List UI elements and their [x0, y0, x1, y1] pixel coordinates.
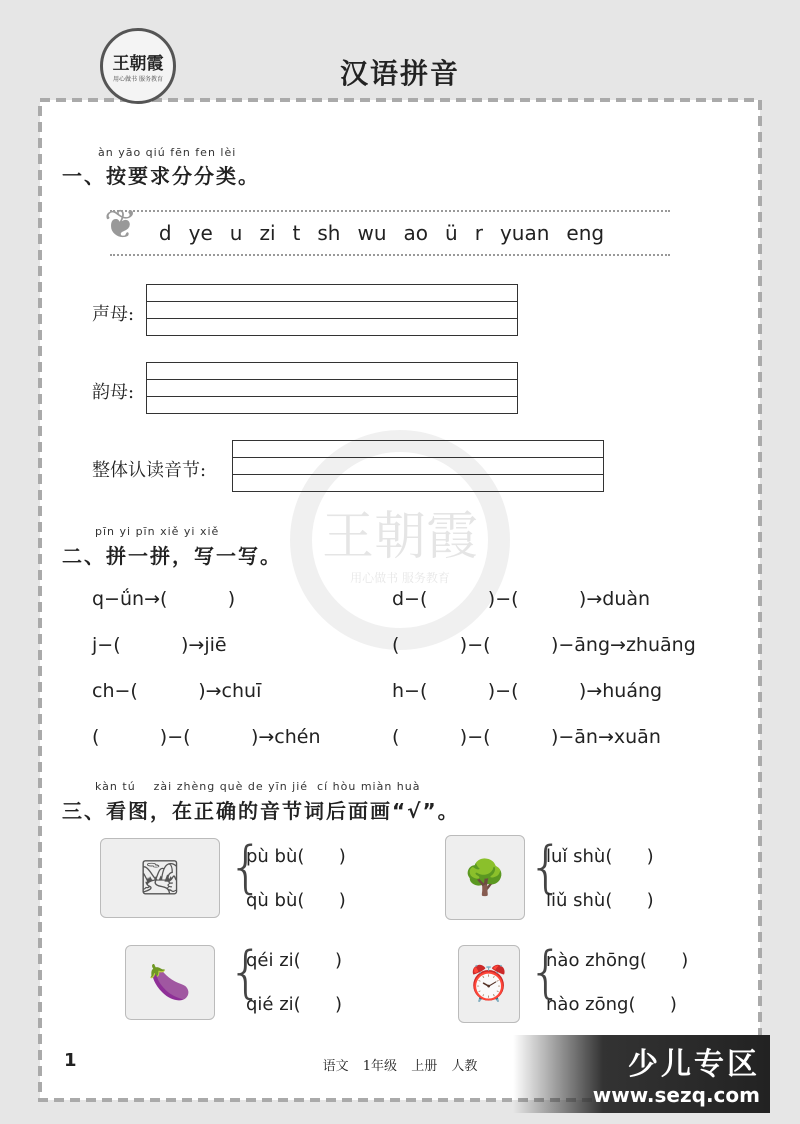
spelling-item: ( )−( )−āng→zhuāng [392, 634, 696, 656]
site-watermark [513, 1035, 770, 1113]
pinyin-letter: d [158, 221, 172, 245]
option[interactable]: qié zi( ) [246, 994, 343, 1015]
section3-pinyin: kàn tú zài zhèng què de yīn jié cí hòu miàn huà [95, 780, 421, 793]
spelling-item: q−ǘn→( ) [92, 588, 236, 610]
page-number: 1 [64, 1050, 77, 1071]
waterfall-picture: 🏞 [100, 838, 220, 918]
brace-icon: { [528, 835, 564, 900]
page-title: 汉语拼音 [339, 57, 460, 90]
category-label-whole-syllables: 整体认读音节: [92, 460, 207, 481]
letters-banner [104, 202, 670, 256]
pinyin-letter: wu [357, 221, 387, 245]
pinyin-letter: ü [445, 221, 458, 245]
brace-icon: { [528, 940, 564, 1005]
pinyin-letter: u [229, 221, 243, 245]
option[interactable]: pù bù( ) [246, 846, 346, 867]
pinyin-letter: zi [259, 221, 276, 245]
section1-heading: 一、按要求分分类。 [62, 164, 260, 188]
brand-name: 少儿专区 [628, 1047, 760, 1082]
option[interactable]: nào zōng( ) [546, 994, 677, 1015]
pinyin-letter: r [474, 221, 483, 245]
option[interactable]: nào zhōng( ) [546, 950, 689, 971]
ornament-icon: ❦ [104, 202, 138, 248]
answer-lines-whole-syllables[interactable] [232, 440, 604, 492]
logo-slogan: 用心做书 服务教育 [113, 76, 163, 83]
option[interactable]: liǔ shù( ) [546, 890, 654, 911]
option[interactable]: qéi zi( ) [246, 950, 343, 971]
brace-icon: { [228, 835, 264, 900]
section2-heading: 二、拼一拼，写一写。 [62, 544, 282, 568]
pinyin-letter: yuan [499, 221, 550, 245]
category-label-initials: 声母: [92, 304, 135, 325]
brace-icon: { [228, 940, 264, 1005]
answer-lines-finals[interactable] [146, 362, 518, 414]
footer-info: 语文 1年级 上册 人教 [322, 1059, 478, 1074]
spelling-item: d−( )−( )→duàn [392, 588, 651, 610]
option[interactable]: luǐ shù( ) [546, 846, 654, 867]
pinyin-letter: ye [188, 221, 213, 245]
spelling-item: ch−( )→chuī [92, 680, 262, 702]
pinyin-letter: ao [403, 221, 429, 245]
spelling-item: h−( )−( )→huáng [392, 680, 663, 702]
pinyin-letter: eng [566, 221, 605, 245]
spelling-item: ( )−( )−ān→xuān [392, 726, 661, 748]
section2-pinyin: pīn yi pīn xiě yi xiě [95, 525, 220, 538]
section1-pinyin: àn yāo qiú fēn fen lèi [98, 146, 237, 159]
spelling-item: j−( )→jiē [92, 634, 227, 656]
pinyin-letter: sh [317, 221, 341, 245]
eggplant-picture: 🍆 [125, 945, 215, 1020]
logo-name: 王朝霞 [112, 54, 164, 74]
willow-picture: 🌳 [445, 835, 525, 920]
option[interactable]: qù bù( ) [246, 890, 346, 911]
alarm-clock-picture: ⏰ [458, 945, 520, 1023]
category-label-finals: 韵母: [92, 382, 135, 403]
brand-url: www.sezq.com [592, 1083, 760, 1107]
pinyin-letter: t [292, 221, 301, 245]
section3-heading: 三、看图，在正确的音节词后面画“√”。 [62, 799, 460, 823]
spelling-item: ( )−( )→chén [92, 726, 321, 748]
answer-lines-initials[interactable] [146, 284, 518, 336]
